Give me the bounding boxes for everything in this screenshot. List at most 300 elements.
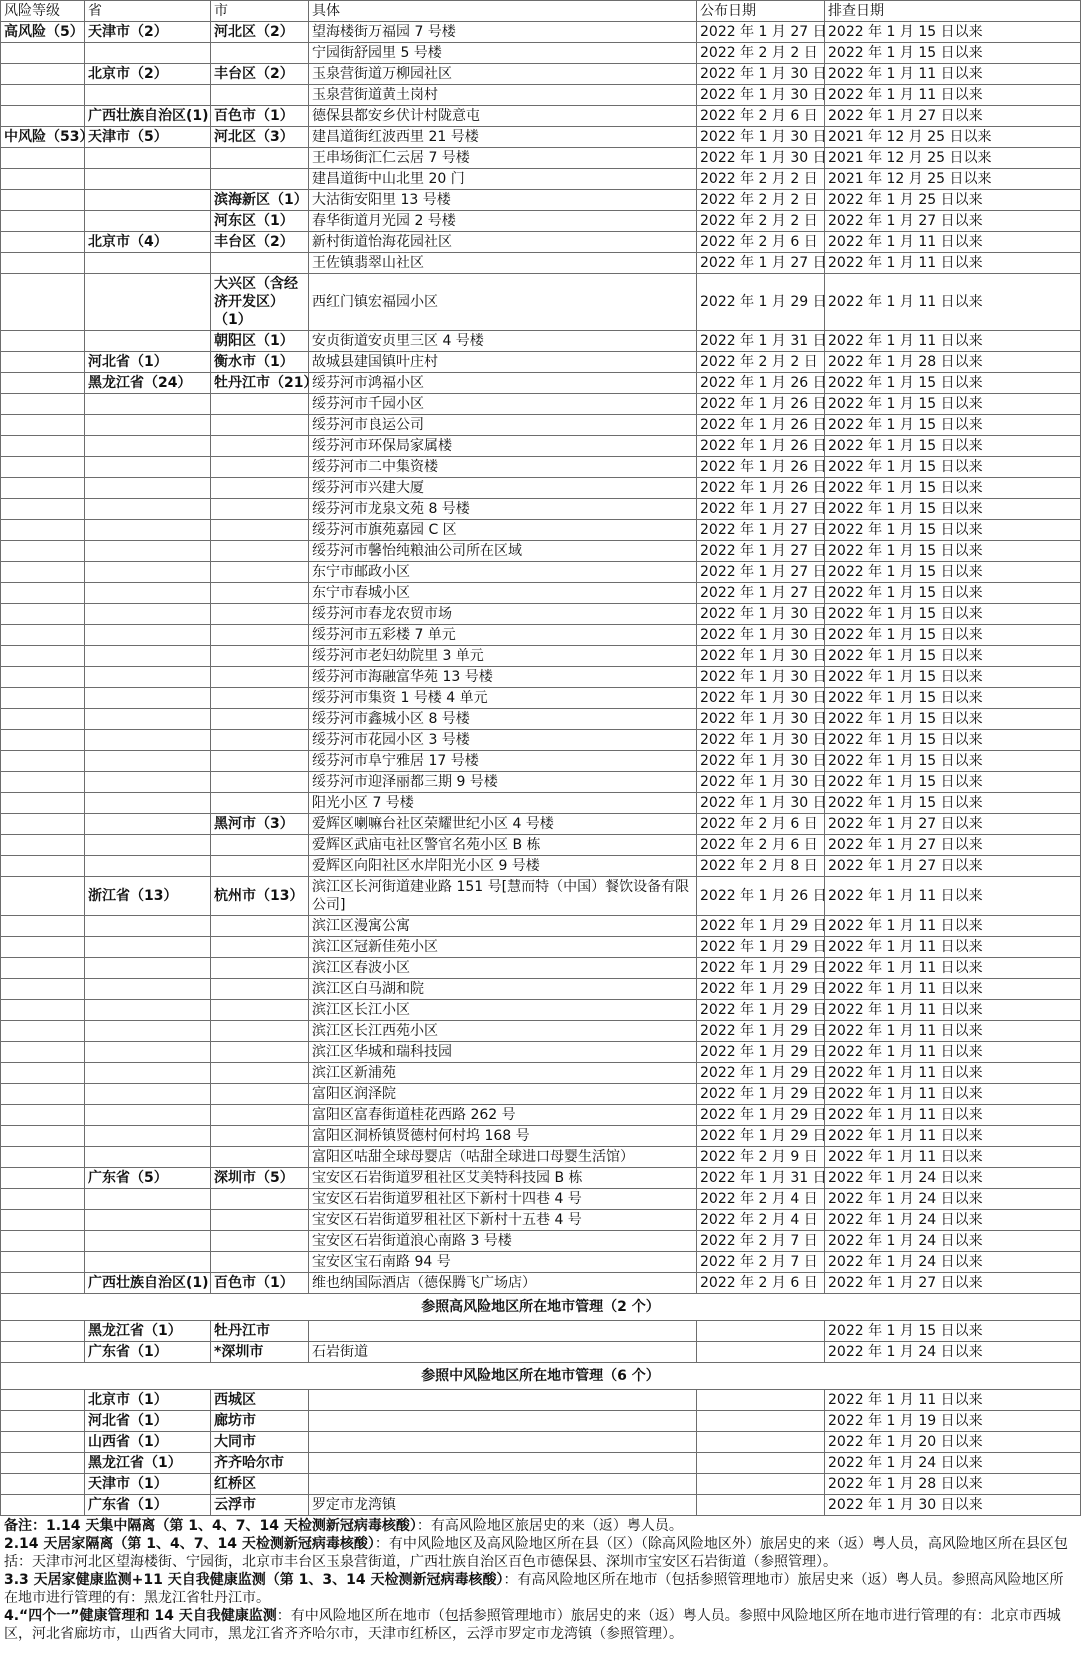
- table-row: [1, 274, 1081, 331]
- check-date-cell: 2022 年 1 月 15 日以来: [825, 688, 1081, 709]
- city-cell: [211, 478, 309, 499]
- publish-date-cell: 2022 年 1 月 27 日: [697, 22, 825, 43]
- publish-date-cell: 2022 年 1 月 27 日: [697, 541, 825, 562]
- risk-level-cell: [1, 730, 85, 751]
- check-date-cell: 2022 年 1 月 24 日以来: [825, 1210, 1081, 1231]
- detail-cell: 绥芬河市环保局家属楼: [309, 436, 697, 457]
- check-date-cell: 2022 年 1 月 11 日以来: [825, 331, 1081, 352]
- risk-level-cell: 中风险（53）: [1, 127, 85, 148]
- check-date-cell: 2022 年 1 月 15 日以来: [825, 520, 1081, 541]
- table-row: [1, 688, 1081, 709]
- risk-level-cell: [1, 1084, 85, 1105]
- detail-cell: 富阳区润泽院: [309, 1084, 697, 1105]
- table-row: [1, 106, 1081, 127]
- city-cell: 丰台区（2）: [211, 64, 309, 85]
- risk-level-cell: [1, 604, 85, 625]
- city-cell: [211, 85, 309, 106]
- publish-date-cell: 2022 年 1 月 27 日: [697, 562, 825, 583]
- risk-level-cell: [1, 478, 85, 499]
- header-city: 市: [211, 1, 309, 22]
- notes-block: [0, 1515, 1080, 1645]
- publish-date-cell: 2022 年 1 月 30 日: [697, 625, 825, 646]
- table-row: [1, 1105, 1081, 1126]
- empty-level-cell: [1, 1342, 85, 1363]
- empty-level-cell: [1, 1453, 85, 1474]
- empty-level-cell: [1, 1495, 85, 1516]
- publish-date-cell: 2022 年 1 月 26 日: [697, 877, 825, 916]
- risk-level-cell: [1, 667, 85, 688]
- province-cell: [85, 751, 211, 772]
- province-cell: [85, 1000, 211, 1021]
- city-cell: [211, 958, 309, 979]
- risk-level-cell: [1, 646, 85, 667]
- detail-cell: 绥芬河市阜宁雅居 17 号楼: [309, 751, 697, 772]
- detail-cell: 宝安区石岩街道罗租社区下新村十四巷 4 号: [309, 1189, 697, 1210]
- table-row: [1, 730, 1081, 751]
- reference-row: [1, 1411, 1081, 1432]
- check-date-cell: 2022 年 1 月 11 日以来: [825, 979, 1081, 1000]
- province-cell: [85, 583, 211, 604]
- province-cell: 黑龙江省（24）: [85, 373, 211, 394]
- publish-date-cell: 2022 年 1 月 30 日: [697, 85, 825, 106]
- check-date-cell: 2022 年 1 月 11 日以来: [825, 1042, 1081, 1063]
- empty-level-cell: [1, 1474, 85, 1495]
- publish-date-cell: 2022 年 2 月 2 日: [697, 43, 825, 64]
- city-cell: 红桥区: [211, 1474, 309, 1495]
- empty-level-cell: [1, 1411, 85, 1432]
- check-date-cell: 2022 年 1 月 15 日以来: [825, 583, 1081, 604]
- publish-date-cell: 2022 年 2 月 4 日: [697, 1189, 825, 1210]
- publish-date-cell: 2022 年 1 月 29 日: [697, 1126, 825, 1147]
- table-row: [1, 1231, 1081, 1252]
- publish-date-cell: 2022 年 1 月 27 日: [697, 520, 825, 541]
- city-cell: [211, 436, 309, 457]
- city-cell: 牡丹江市（21）: [211, 373, 309, 394]
- table-row: [1, 85, 1081, 106]
- city-cell: [211, 520, 309, 541]
- header-publish-date: 公布日期: [697, 1, 825, 22]
- province-cell: [85, 856, 211, 877]
- publish-date-cell: 2022 年 1 月 29 日: [697, 1000, 825, 1021]
- detail-cell: 爱辉区喇嘛台社区荣耀世纪小区 4 号楼: [309, 814, 697, 835]
- city-cell: 杭州市（13）: [211, 877, 309, 916]
- risk-level-cell: [1, 1231, 85, 1252]
- reference-row: [1, 1342, 1081, 1363]
- publish-date-cell: 2022 年 1 月 30 日: [697, 604, 825, 625]
- publish-date-cell: 2022 年 1 月 29 日: [697, 1021, 825, 1042]
- publish-date-cell: 2022 年 1 月 31 日: [697, 1168, 825, 1189]
- risk-level-cell: [1, 583, 85, 604]
- check-date-cell: 2022 年 1 月 11 日以来: [825, 232, 1081, 253]
- check-date-cell: 2022 年 1 月 11 日以来: [825, 916, 1081, 937]
- detail-cell: 东宁市邮政小区: [309, 562, 697, 583]
- detail-cell: 绥芬河市馨怡纯粮油公司所在区域: [309, 541, 697, 562]
- city-cell: [211, 937, 309, 958]
- detail-cell: 德保县都安乡伏计村陇意屯: [309, 106, 697, 127]
- check-date-cell: 2022 年 1 月 11 日以来: [825, 1147, 1081, 1168]
- publish-date-cell: [697, 1321, 825, 1342]
- province-cell: 广东省（5）: [85, 1168, 211, 1189]
- publish-date-cell: 2022 年 1 月 30 日: [697, 751, 825, 772]
- check-date-cell: 2022 年 1 月 15 日以来: [825, 604, 1081, 625]
- risk-level-cell: [1, 253, 85, 274]
- check-date-cell: 2022 年 1 月 20 日以来: [825, 1432, 1081, 1453]
- risk-level-cell: [1, 457, 85, 478]
- detail-cell: 滨江区长江西苑小区: [309, 1021, 697, 1042]
- table-row: [1, 625, 1081, 646]
- risk-level-cell: [1, 415, 85, 436]
- table-row: [1, 1210, 1081, 1231]
- city-cell: [211, 604, 309, 625]
- risk-level-cell: [1, 916, 85, 937]
- check-date-cell: 2022 年 1 月 28 日以来: [825, 1474, 1081, 1495]
- risk-level-cell: [1, 373, 85, 394]
- detail-cell: 绥芬河市花园小区 3 号楼: [309, 730, 697, 751]
- province-cell: [85, 1126, 211, 1147]
- city-cell: 大兴区（含经济开发区）（1）: [211, 274, 309, 331]
- city-cell: *深圳市: [211, 1342, 309, 1363]
- city-cell: [211, 583, 309, 604]
- province-cell: [85, 688, 211, 709]
- city-cell: [211, 1084, 309, 1105]
- province-cell: [85, 169, 211, 190]
- city-cell: [211, 1105, 309, 1126]
- city-cell: [211, 415, 309, 436]
- publish-date-cell: 2022 年 1 月 26 日: [697, 436, 825, 457]
- check-date-cell: 2022 年 1 月 11 日以来: [825, 274, 1081, 331]
- table-row: [1, 127, 1081, 148]
- province-cell: [85, 190, 211, 211]
- check-date-cell: 2021 年 12 月 25 日以来: [825, 169, 1081, 190]
- check-date-cell: 2022 年 1 月 15 日以来: [825, 394, 1081, 415]
- risk-level-cell: [1, 1126, 85, 1147]
- province-cell: [85, 520, 211, 541]
- city-cell: 深圳市（5）: [211, 1168, 309, 1189]
- province-cell: [85, 1105, 211, 1126]
- publish-date-cell: 2022 年 1 月 30 日: [697, 64, 825, 85]
- table-row: [1, 1126, 1081, 1147]
- detail-cell: 王佐镇翡翠山社区: [309, 253, 697, 274]
- risk-level-cell: [1, 1105, 85, 1126]
- risk-level-cell: [1, 1063, 85, 1084]
- city-cell: 云浮市: [211, 1495, 309, 1516]
- check-date-cell: 2022 年 1 月 15 日以来: [825, 730, 1081, 751]
- province-cell: [85, 793, 211, 814]
- risk-level-cell: [1, 352, 85, 373]
- check-date-cell: 2022 年 1 月 24 日以来: [825, 1453, 1081, 1474]
- province-cell: 天津市（1）: [85, 1474, 211, 1495]
- province-cell: 浙江省（13）: [85, 877, 211, 916]
- table-row: [1, 709, 1081, 730]
- province-cell: [85, 43, 211, 64]
- check-date-cell: 2022 年 1 月 11 日以来: [825, 937, 1081, 958]
- note-text: ：有中风险地区所在地市（包括参照管理地市）旅居史的来（返）粤人员。参照中风险地区所在地市进行管理的有：北京市西城区，河北省廊坊市，山西省大同市，黑龙江省齐齐哈尔市，天津市红桥区，云浮市罗定市龙湾镇（参照管理）。: [4, 1608, 1061, 1642]
- city-cell: [211, 979, 309, 1000]
- publish-date-cell: 2022 年 2 月 6 日: [697, 835, 825, 856]
- province-cell: [85, 814, 211, 835]
- publish-date-cell: 2022 年 1 月 29 日: [697, 274, 825, 331]
- reference-row: [1, 1432, 1081, 1453]
- publish-date-cell: 2022 年 1 月 29 日: [697, 979, 825, 1000]
- province-cell: [85, 562, 211, 583]
- risk-level-cell: [1, 106, 85, 127]
- table-row: [1, 457, 1081, 478]
- detail-cell: 宝安区石岩街道罗租社区艾美特科技园 B 栋: [309, 1168, 697, 1189]
- city-cell: [211, 835, 309, 856]
- table-row: [1, 1063, 1081, 1084]
- table-row: [1, 499, 1081, 520]
- note-heading: 3.3 天居家健康监测+11 天自我健康监测（第 1、3、14 天检测新冠病毒核酸）: [4, 1572, 504, 1588]
- header-province: 省: [85, 1, 211, 22]
- city-cell: [211, 1252, 309, 1273]
- check-date-cell: 2022 年 1 月 24 日以来: [825, 1231, 1081, 1252]
- header-check-date: 排查日期: [825, 1, 1081, 22]
- risk-level-cell: [1, 436, 85, 457]
- check-date-cell: 2022 年 1 月 11 日以来: [825, 64, 1081, 85]
- province-cell: [85, 436, 211, 457]
- risk-level-cell: [1, 1273, 85, 1294]
- city-cell: [211, 646, 309, 667]
- check-date-cell: 2022 年 1 月 11 日以来: [825, 1084, 1081, 1105]
- risk-level-cell: [1, 688, 85, 709]
- detail-cell: 滨江区长江小区: [309, 1000, 697, 1021]
- reference-row: [1, 1390, 1081, 1411]
- check-date-cell: 2022 年 1 月 15 日以来: [825, 772, 1081, 793]
- province-cell: 河北省（1）: [85, 1411, 211, 1432]
- check-date-cell: 2022 年 1 月 27 日以来: [825, 856, 1081, 877]
- risk-level-cell: [1, 274, 85, 331]
- publish-date-cell: 2022 年 1 月 31 日: [697, 331, 825, 352]
- city-cell: [211, 772, 309, 793]
- detail-cell: 阳光小区 7 号楼: [309, 793, 697, 814]
- publish-date-cell: 2022 年 1 月 29 日: [697, 916, 825, 937]
- detail-cell: 宝安区石岩街道浪心南路 3 号楼: [309, 1231, 697, 1252]
- province-cell: [85, 211, 211, 232]
- publish-date-cell: [697, 1474, 825, 1495]
- city-cell: [211, 169, 309, 190]
- publish-date-cell: 2022 年 1 月 26 日: [697, 415, 825, 436]
- detail-cell: 罗定市龙湾镇: [309, 1495, 697, 1516]
- risk-level-cell: 高风险（5）: [1, 22, 85, 43]
- province-cell: [85, 253, 211, 274]
- table-row: [1, 232, 1081, 253]
- city-cell: 廊坊市: [211, 1411, 309, 1432]
- table-row: [1, 373, 1081, 394]
- publish-date-cell: 2022 年 2 月 2 日: [697, 211, 825, 232]
- detail-cell: 绥芬河市鑫城小区 8 号楼: [309, 709, 697, 730]
- city-cell: [211, 916, 309, 937]
- province-cell: [85, 85, 211, 106]
- risk-level-cell: [1, 169, 85, 190]
- section-header-row: [1, 1294, 1081, 1321]
- province-cell: [85, 331, 211, 352]
- detail-cell: 爱辉区向阳社区水岸阳光小区 9 号楼: [309, 856, 697, 877]
- province-cell: [85, 1021, 211, 1042]
- check-date-cell: 2022 年 1 月 27 日以来: [825, 211, 1081, 232]
- table-row: [1, 1252, 1081, 1273]
- risk-level-cell: [1, 499, 85, 520]
- risk-level-cell: [1, 562, 85, 583]
- note-heading: 2.14 天居家隔离（第 1、4、7、14 天检测新冠病毒核酸）: [4, 1536, 375, 1552]
- province-cell: [85, 667, 211, 688]
- risk-level-cell: [1, 772, 85, 793]
- city-cell: 百色市（1）: [211, 1273, 309, 1294]
- risk-level-cell: [1, 43, 85, 64]
- table-row: [1, 772, 1081, 793]
- publish-date-cell: [697, 1432, 825, 1453]
- check-date-cell: 2022 年 1 月 15 日以来: [825, 22, 1081, 43]
- reference-row: [1, 1453, 1081, 1474]
- table-row: [1, 394, 1081, 415]
- check-date-cell: 2022 年 1 月 15 日以来: [825, 478, 1081, 499]
- publish-date-cell: 2022 年 1 月 29 日: [697, 937, 825, 958]
- check-date-cell: 2021 年 12 月 25 日以来: [825, 127, 1081, 148]
- detail-cell: 建昌道街红波西里 21 号楼: [309, 127, 697, 148]
- city-cell: 丰台区（2）: [211, 232, 309, 253]
- risk-level-cell: [1, 751, 85, 772]
- table-row: [1, 1147, 1081, 1168]
- city-cell: [211, 541, 309, 562]
- table-row: [1, 1021, 1081, 1042]
- city-cell: 衡水市（1）: [211, 352, 309, 373]
- city-cell: 齐齐哈尔市: [211, 1453, 309, 1474]
- note-text: ：有高风险地区旅居史的来（返）粤人员。: [416, 1518, 683, 1534]
- check-date-cell: 2022 年 1 月 27 日以来: [825, 106, 1081, 127]
- check-date-cell: 2022 年 1 月 11 日以来: [825, 1000, 1081, 1021]
- empty-level-cell: [1, 1321, 85, 1342]
- check-date-cell: 2022 年 1 月 15 日以来: [825, 625, 1081, 646]
- check-date-cell: 2022 年 1 月 11 日以来: [825, 958, 1081, 979]
- province-cell: [85, 916, 211, 937]
- city-cell: 河东区（1）: [211, 211, 309, 232]
- section-header-row: [1, 1363, 1081, 1390]
- risk-level-cell: [1, 1189, 85, 1210]
- detail-cell: 绥芬河市二中集资楼: [309, 457, 697, 478]
- note-line: [4, 1535, 1076, 1571]
- detail-cell: 滨江区漫寓公寓: [309, 916, 697, 937]
- publish-date-cell: 2022 年 1 月 27 日: [697, 253, 825, 274]
- header-row: [1, 1, 1081, 22]
- check-date-cell: 2022 年 1 月 15 日以来: [825, 499, 1081, 520]
- table-row: [1, 793, 1081, 814]
- check-date-cell: 2022 年 1 月 15 日以来: [825, 415, 1081, 436]
- table-row: [1, 1273, 1081, 1294]
- publish-date-cell: 2022 年 2 月 6 日: [697, 232, 825, 253]
- province-cell: 北京市（4）: [85, 232, 211, 253]
- detail-cell: 绥芬河市千园小区: [309, 394, 697, 415]
- detail-cell: 滨江区华城和瑞科技园: [309, 1042, 697, 1063]
- detail-cell: 绥芬河市老妇幼院里 3 单元: [309, 646, 697, 667]
- publish-date-cell: [697, 1411, 825, 1432]
- table-row: [1, 958, 1081, 979]
- detail-cell: 大沽街安阳里 13 号楼: [309, 190, 697, 211]
- detail-cell: 滨江区春波小区: [309, 958, 697, 979]
- publish-date-cell: 2022 年 2 月 7 日: [697, 1252, 825, 1273]
- province-cell: [85, 709, 211, 730]
- header-level: 风险等级: [1, 1, 85, 22]
- check-date-cell: 2022 年 1 月 15 日以来: [825, 541, 1081, 562]
- table-row: [1, 916, 1081, 937]
- check-date-cell: 2022 年 1 月 30 日以来: [825, 1495, 1081, 1516]
- province-cell: [85, 415, 211, 436]
- publish-date-cell: 2022 年 1 月 26 日: [697, 457, 825, 478]
- province-cell: [85, 1210, 211, 1231]
- risk-level-cell: [1, 64, 85, 85]
- detail-cell: 绥芬河市良运公司: [309, 415, 697, 436]
- detail-cell: 绥芬河市春龙农贸市场: [309, 604, 697, 625]
- city-cell: [211, 1000, 309, 1021]
- city-cell: [211, 856, 309, 877]
- province-cell: [85, 1063, 211, 1084]
- risk-level-cell: [1, 211, 85, 232]
- city-cell: 大同市: [211, 1432, 309, 1453]
- province-cell: 山西省（1）: [85, 1432, 211, 1453]
- province-cell: [85, 1042, 211, 1063]
- city-cell: [211, 730, 309, 751]
- city-cell: [211, 499, 309, 520]
- detail-cell: [309, 1453, 697, 1474]
- city-cell: [211, 457, 309, 478]
- check-date-cell: 2022 年 1 月 15 日以来: [825, 709, 1081, 730]
- detail-cell: 东宁市春城小区: [309, 583, 697, 604]
- province-cell: 广西壮族自治区(1): [85, 1273, 211, 1294]
- table-row: [1, 604, 1081, 625]
- city-cell: [211, 148, 309, 169]
- check-date-cell: 2022 年 1 月 11 日以来: [825, 1390, 1081, 1411]
- risk-level-cell: [1, 331, 85, 352]
- publish-date-cell: 2022 年 1 月 29 日: [697, 1084, 825, 1105]
- province-cell: 北京市（2）: [85, 64, 211, 85]
- table-row: [1, 979, 1081, 1000]
- reference-row: [1, 1495, 1081, 1516]
- detail-cell: 绥芬河市集资 1 号楼 4 单元: [309, 688, 697, 709]
- risk-level-cell: [1, 190, 85, 211]
- city-cell: [211, 43, 309, 64]
- table-row: [1, 937, 1081, 958]
- check-date-cell: 2022 年 1 月 19 日以来: [825, 1411, 1081, 1432]
- province-cell: [85, 604, 211, 625]
- detail-cell: 绥芬河市迎泽丽都三期 9 号楼: [309, 772, 697, 793]
- note-line: [4, 1571, 1076, 1607]
- detail-cell: 滨江区冠新佳苑小区: [309, 937, 697, 958]
- risk-level-cell: [1, 394, 85, 415]
- province-cell: [85, 499, 211, 520]
- publish-date-cell: 2022 年 1 月 30 日: [697, 688, 825, 709]
- detail-cell: [309, 1474, 697, 1495]
- check-date-cell: 2022 年 1 月 15 日以来: [825, 562, 1081, 583]
- publish-date-cell: 2022 年 1 月 26 日: [697, 394, 825, 415]
- publish-date-cell: 2022 年 1 月 30 日: [697, 709, 825, 730]
- province-cell: 河北省（1）: [85, 352, 211, 373]
- publish-date-cell: 2022 年 1 月 30 日: [697, 646, 825, 667]
- publish-date-cell: 2022 年 1 月 26 日: [697, 373, 825, 394]
- detail-cell: 春华街道月光园 2 号楼: [309, 211, 697, 232]
- risk-level-cell: [1, 835, 85, 856]
- table-row: [1, 751, 1081, 772]
- reference-row: [1, 1474, 1081, 1495]
- publish-date-cell: [697, 1453, 825, 1474]
- publish-date-cell: 2022 年 1 月 30 日: [697, 772, 825, 793]
- publish-date-cell: 2022 年 1 月 30 日: [697, 148, 825, 169]
- detail-cell: 王串场街汇仁云居 7 号楼: [309, 148, 697, 169]
- risk-level-cell: [1, 232, 85, 253]
- check-date-cell: 2021 年 12 月 25 日以来: [825, 148, 1081, 169]
- table-row: [1, 352, 1081, 373]
- risk-level-cell: [1, 1021, 85, 1042]
- table-row: [1, 856, 1081, 877]
- detail-cell: 绥芬河市海融富华苑 13 号楼: [309, 667, 697, 688]
- city-cell: [211, 1042, 309, 1063]
